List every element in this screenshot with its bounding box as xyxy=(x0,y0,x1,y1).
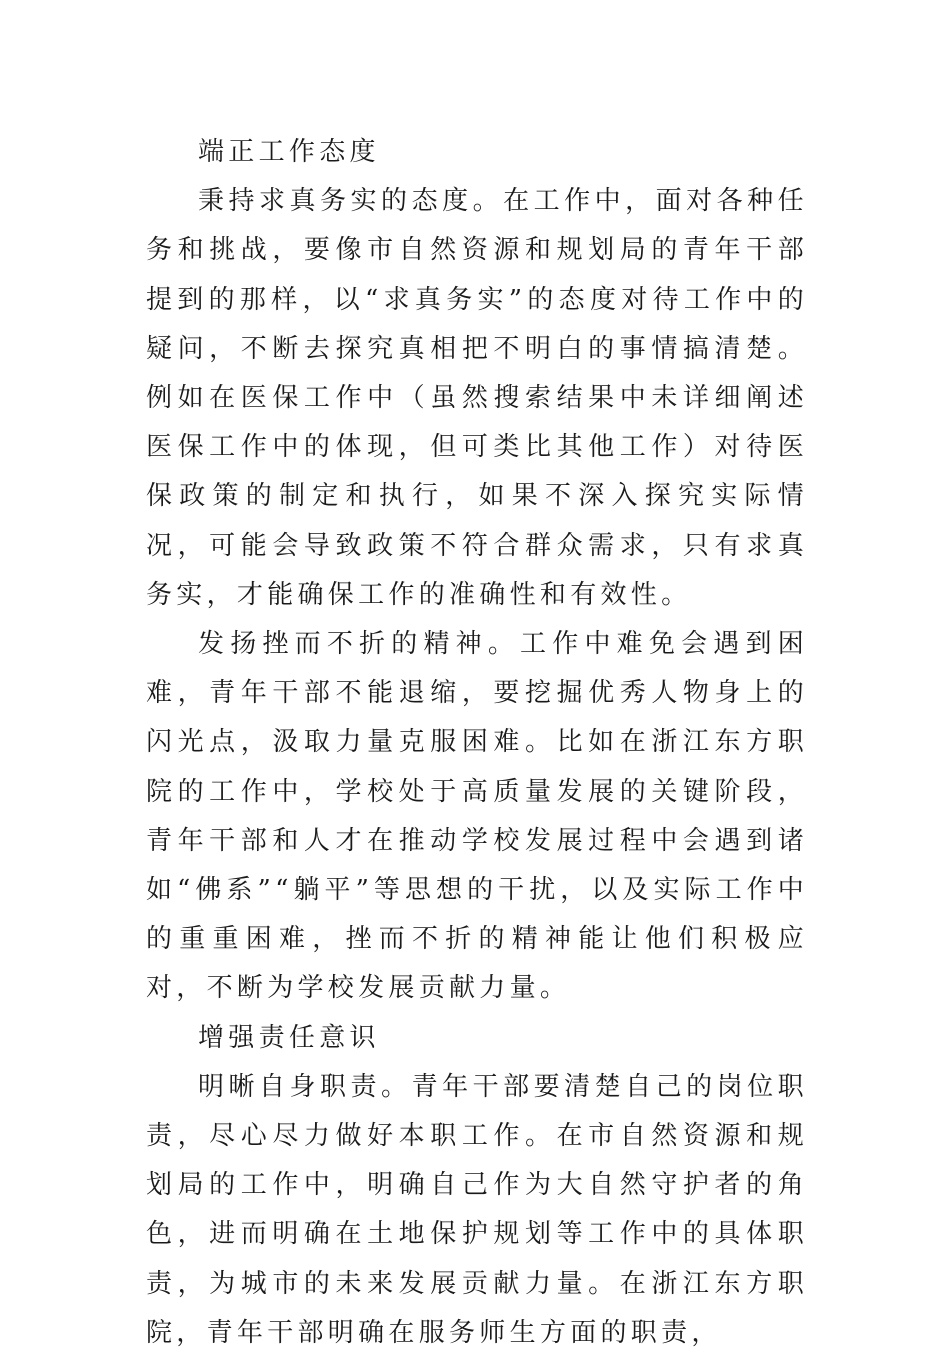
paragraph-clarify-duties: 明晰自身职责。青年干部要清楚自己的岗位职责，尽心尽力做好本职工作。在市自然资源和规划局的工作中，明确自己作为大自然守护者的角色，进而明确在土地保护规划等工作中的具体职责，为城市的未来发展贡献力量。在浙江东方职院，青年干部明确在服务师生方面的职责， xyxy=(146,1071,808,1348)
section-heading-work-attitude: 端正工作态度 xyxy=(198,137,380,167)
paragraph-seek-truth: 秉持求真务实的态度。在工作中，面对各种任务和挑战，要像市自然资源和规划局的青年干部提到的那样，以“求真务实”的态度对待工作中的疑问，不断去探究真相把不明白的事情搞清楚。例如在医保工作中（虽然搜索结果中未详细阐述医保工作中的体现，但可类比其他工作）对待医保政策的制定和执行，如果不深入探究实际情况，可能会导致政策不符合群众需求，只有求真务实，才能确保工作的准确性和有效性。 xyxy=(146,186,808,610)
paragraph-perseverance: 发扬挫而不折的精神。工作中难免会遇到困难，青年干部不能退缩，要挖掘优秀人物身上的闪光点，汲取力量克服困难。比如在浙江东方职院的工作中，学校处于高质量发展的关键阶段，青年干部和人才在推动学校发展过程中会遇到诸如“佛系”“躺平”等思想的干扰，以及实际工作中的重重困难，挫而不折的精神能让他们积极应对，不断为学校发展贡献力量。 xyxy=(146,629,808,1004)
section-heading-responsibility: 增强责任意识 xyxy=(198,1022,380,1053)
document-body xyxy=(146,128,808,1358)
